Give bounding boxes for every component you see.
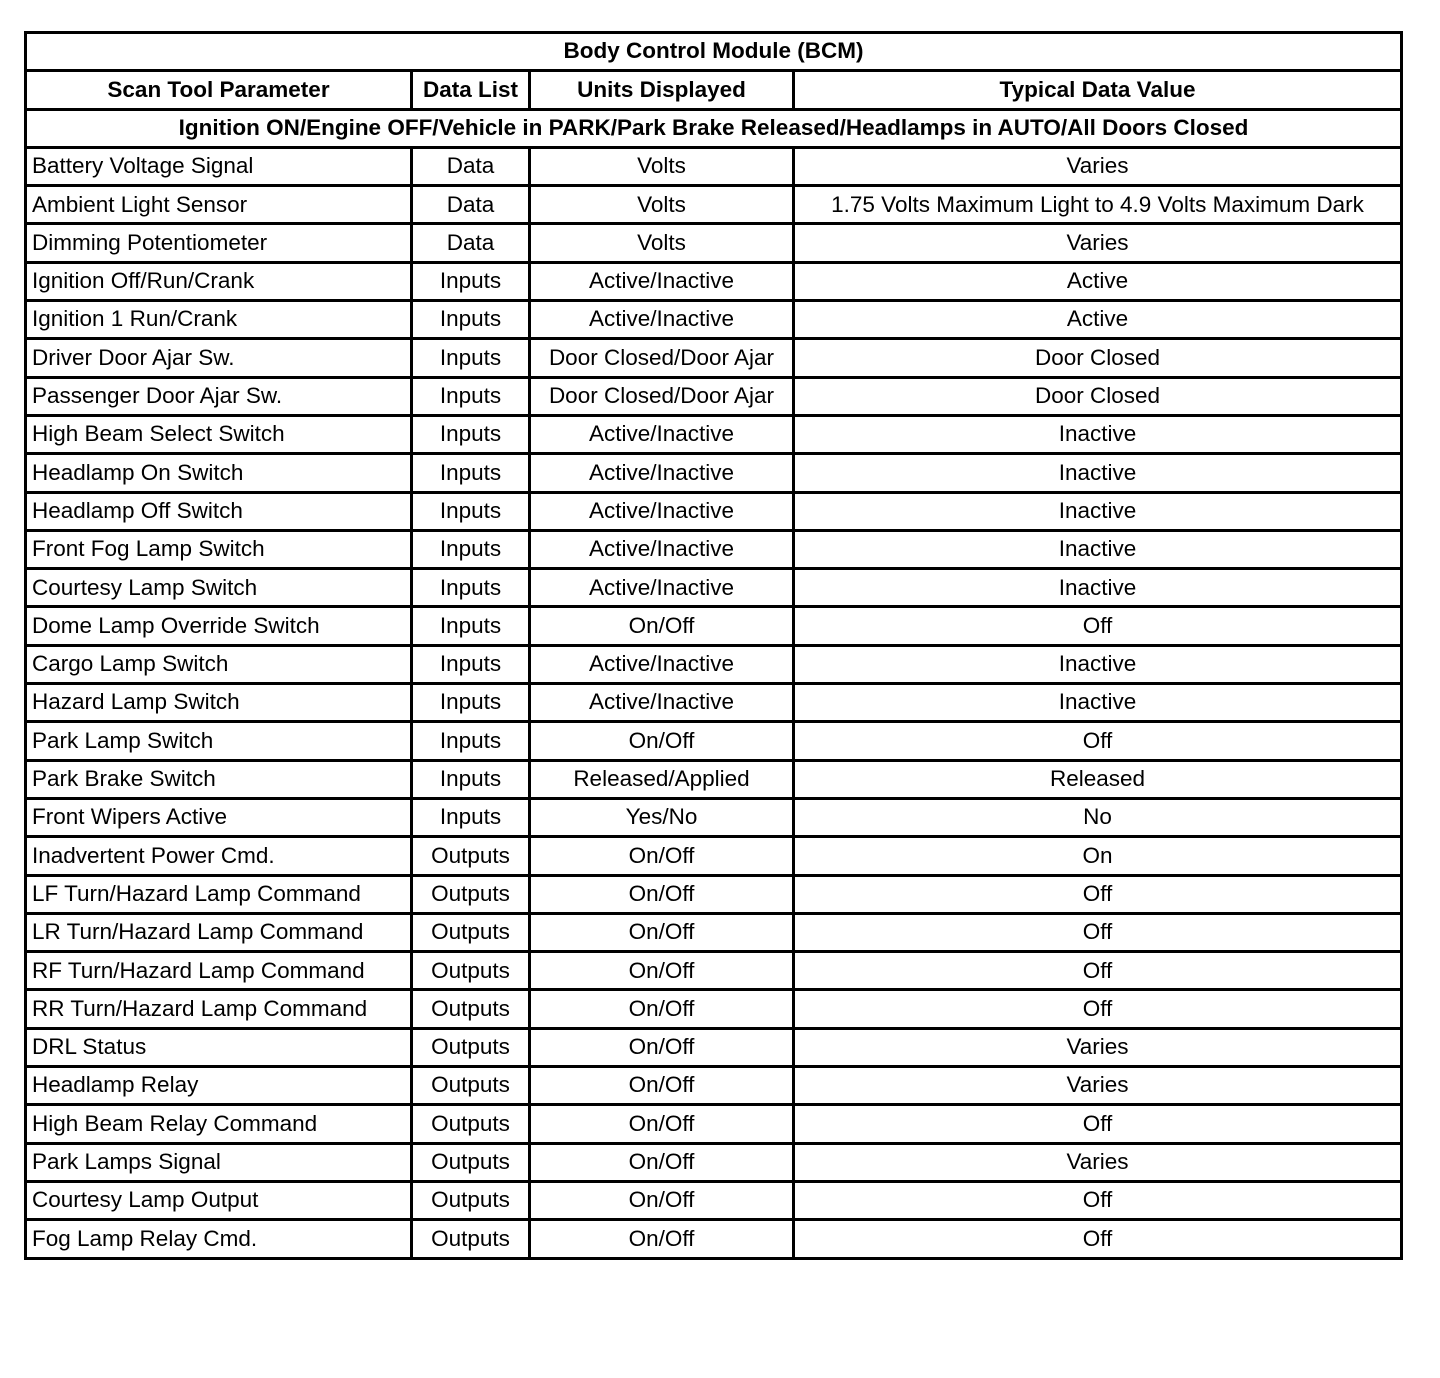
parameter-cell: DRL Status — [26, 1028, 412, 1066]
units-cell: Active/Inactive — [530, 492, 794, 530]
parameter-cell: High Beam Relay Command — [26, 1105, 412, 1143]
typical-value-cell: Off — [794, 607, 1402, 645]
units-cell: On/Off — [530, 722, 794, 760]
parameter-cell: Park Brake Switch — [26, 760, 412, 798]
table-row — [26, 377, 1402, 415]
typical-value-cell: Inactive — [794, 454, 1402, 492]
parameter-cell: Driver Door Ajar Sw. — [26, 339, 412, 377]
table-row — [26, 607, 1402, 645]
data-list-cell: Outputs — [412, 837, 530, 875]
parameter-cell: Headlamp Relay — [26, 1067, 412, 1105]
table-row — [26, 147, 1402, 185]
units-cell: On/Off — [530, 1067, 794, 1105]
parameter-cell: Inadvertent Power Cmd. — [26, 837, 412, 875]
data-list-cell: Outputs — [412, 913, 530, 951]
typical-value-cell: Varies — [794, 147, 1402, 185]
table-row — [26, 1067, 1402, 1105]
parameter-cell: Ignition Off/Run/Crank — [26, 262, 412, 300]
typical-value-cell: Released — [794, 760, 1402, 798]
units-cell: Active/Inactive — [530, 530, 794, 568]
units-cell: Active/Inactive — [530, 262, 794, 300]
parameter-cell: High Beam Select Switch — [26, 415, 412, 453]
data-list-cell: Inputs — [412, 722, 530, 760]
units-cell: Volts — [530, 186, 794, 224]
test-condition: Ignition ON/Engine OFF/Vehicle in PARK/Park Brake Released/Headlamps in AUTO/All Doors Closed — [26, 109, 1402, 147]
parameter-cell: Park Lamps Signal — [26, 1143, 412, 1181]
parameter-cell: Courtesy Lamp Switch — [26, 569, 412, 607]
typical-value-cell: Inactive — [794, 492, 1402, 530]
units-cell: On/Off — [530, 1105, 794, 1143]
units-cell: On/Off — [530, 913, 794, 951]
units-cell: Active/Inactive — [530, 301, 794, 339]
units-cell: On/Off — [530, 1220, 794, 1258]
typical-value-cell: Off — [794, 875, 1402, 913]
units-cell: On/Off — [530, 990, 794, 1028]
units-cell: Active/Inactive — [530, 569, 794, 607]
units-cell: On/Off — [530, 1143, 794, 1181]
table-row — [26, 224, 1402, 262]
bcm-data-table — [24, 31, 1403, 1260]
data-list-cell: Inputs — [412, 645, 530, 683]
table-row — [26, 1143, 1402, 1181]
data-list-cell: Inputs — [412, 301, 530, 339]
units-cell: Door Closed/Door Ajar — [530, 339, 794, 377]
table-row — [26, 684, 1402, 722]
data-list-cell: Inputs — [412, 798, 530, 836]
parameter-cell: Battery Voltage Signal — [26, 147, 412, 185]
header-units-displayed: Units Displayed — [530, 71, 794, 109]
data-list-cell: Outputs — [412, 1220, 530, 1258]
data-list-cell: Inputs — [412, 492, 530, 530]
table-row — [26, 454, 1402, 492]
typical-value-cell: Off — [794, 1105, 1402, 1143]
parameter-cell: RF Turn/Hazard Lamp Command — [26, 952, 412, 990]
parameter-cell: Ignition 1 Run/Crank — [26, 301, 412, 339]
data-list-cell: Outputs — [412, 952, 530, 990]
data-list-cell: Inputs — [412, 262, 530, 300]
parameter-cell: Front Wipers Active — [26, 798, 412, 836]
units-cell: Volts — [530, 224, 794, 262]
table-row — [26, 952, 1402, 990]
units-cell: On/Off — [530, 1181, 794, 1219]
table-row — [26, 301, 1402, 339]
typical-value-cell: Inactive — [794, 684, 1402, 722]
data-list-cell: Inputs — [412, 377, 530, 415]
typical-value-cell: Inactive — [794, 645, 1402, 683]
table-row — [26, 760, 1402, 798]
data-list-cell: Inputs — [412, 569, 530, 607]
data-list-cell: Inputs — [412, 530, 530, 568]
units-cell: Active/Inactive — [530, 645, 794, 683]
typical-value-cell: Varies — [794, 224, 1402, 262]
typical-value-cell: Off — [794, 952, 1402, 990]
data-list-cell: Inputs — [412, 339, 530, 377]
typical-value-cell: Off — [794, 913, 1402, 951]
table-row — [26, 492, 1402, 530]
table-row — [26, 722, 1402, 760]
units-cell: Yes/No — [530, 798, 794, 836]
table-row — [26, 913, 1402, 951]
typical-value-cell: Varies — [794, 1143, 1402, 1181]
typical-value-cell: Active — [794, 301, 1402, 339]
header-scan-tool-parameter: Scan Tool Parameter — [26, 71, 412, 109]
data-list-cell: Outputs — [412, 1028, 530, 1066]
data-list-cell: Outputs — [412, 1105, 530, 1143]
table-title-row — [26, 33, 1402, 71]
typical-value-cell: Active — [794, 262, 1402, 300]
typical-value-cell: Off — [794, 1220, 1402, 1258]
parameter-cell: Hazard Lamp Switch — [26, 684, 412, 722]
parameter-cell: Dome Lamp Override Switch — [26, 607, 412, 645]
parameter-cell: Dimming Potentiometer — [26, 224, 412, 262]
typical-value-cell: On — [794, 837, 1402, 875]
data-list-cell: Data — [412, 186, 530, 224]
units-cell: On/Off — [530, 1028, 794, 1066]
data-list-cell: Outputs — [412, 990, 530, 1028]
table-row — [26, 1220, 1402, 1258]
table-row — [26, 990, 1402, 1028]
typical-value-cell: Off — [794, 1181, 1402, 1219]
parameter-cell: Courtesy Lamp Output — [26, 1181, 412, 1219]
data-list-cell: Inputs — [412, 607, 530, 645]
typical-value-cell: Varies — [794, 1067, 1402, 1105]
typical-value-cell: Varies — [794, 1028, 1402, 1066]
parameter-cell: LF Turn/Hazard Lamp Command — [26, 875, 412, 913]
parameter-cell: Front Fog Lamp Switch — [26, 530, 412, 568]
units-cell: Active/Inactive — [530, 454, 794, 492]
data-list-cell: Outputs — [412, 1143, 530, 1181]
table-row — [26, 645, 1402, 683]
parameter-cell: Headlamp Off Switch — [26, 492, 412, 530]
parameter-cell: Headlamp On Switch — [26, 454, 412, 492]
units-cell: Released/Applied — [530, 760, 794, 798]
units-cell: On/Off — [530, 875, 794, 913]
typical-value-cell: Inactive — [794, 569, 1402, 607]
header-data-list: Data List — [412, 71, 530, 109]
units-cell: On/Off — [530, 607, 794, 645]
typical-value-cell: Inactive — [794, 415, 1402, 453]
table-row — [26, 262, 1402, 300]
parameter-cell: LR Turn/Hazard Lamp Command — [26, 913, 412, 951]
table-row — [26, 1028, 1402, 1066]
table-row — [26, 415, 1402, 453]
data-list-cell: Inputs — [412, 760, 530, 798]
data-list-cell: Inputs — [412, 415, 530, 453]
typical-value-cell: Off — [794, 722, 1402, 760]
units-cell: Door Closed/Door Ajar — [530, 377, 794, 415]
units-cell: On/Off — [530, 952, 794, 990]
condition-row — [26, 109, 1402, 147]
parameter-cell: Fog Lamp Relay Cmd. — [26, 1220, 412, 1258]
units-cell: Active/Inactive — [530, 684, 794, 722]
units-cell: Active/Inactive — [530, 415, 794, 453]
table-row — [26, 569, 1402, 607]
table-row — [26, 837, 1402, 875]
typical-value-cell: 1.75 Volts Maximum Light to 4.9 Volts Maximum Dark — [794, 186, 1402, 224]
units-cell: On/Off — [530, 837, 794, 875]
parameter-cell: Passenger Door Ajar Sw. — [26, 377, 412, 415]
parameter-cell: RR Turn/Hazard Lamp Command — [26, 990, 412, 1028]
typical-value-cell: Door Closed — [794, 377, 1402, 415]
table-header-row — [26, 71, 1402, 109]
typical-value-cell: Door Closed — [794, 339, 1402, 377]
table-row — [26, 186, 1402, 224]
units-cell: Volts — [530, 147, 794, 185]
table-row — [26, 339, 1402, 377]
typical-value-cell: Inactive — [794, 530, 1402, 568]
data-list-cell: Inputs — [412, 684, 530, 722]
table-row — [26, 875, 1402, 913]
parameter-cell: Park Lamp Switch — [26, 722, 412, 760]
data-list-cell: Outputs — [412, 1181, 530, 1219]
table-row — [26, 530, 1402, 568]
data-list-cell: Outputs — [412, 1067, 530, 1105]
table-title: Body Control Module (BCM) — [26, 33, 1402, 71]
table-row — [26, 1181, 1402, 1219]
parameter-cell: Ambient Light Sensor — [26, 186, 412, 224]
header-typical-data-value: Typical Data Value — [794, 71, 1402, 109]
parameter-cell: Cargo Lamp Switch — [26, 645, 412, 683]
typical-value-cell: Off — [794, 990, 1402, 1028]
data-list-cell: Inputs — [412, 454, 530, 492]
data-list-cell: Data — [412, 224, 530, 262]
data-list-cell: Data — [412, 147, 530, 185]
typical-value-cell: No — [794, 798, 1402, 836]
table-row — [26, 1105, 1402, 1143]
table-row — [26, 798, 1402, 836]
data-list-cell: Outputs — [412, 875, 530, 913]
